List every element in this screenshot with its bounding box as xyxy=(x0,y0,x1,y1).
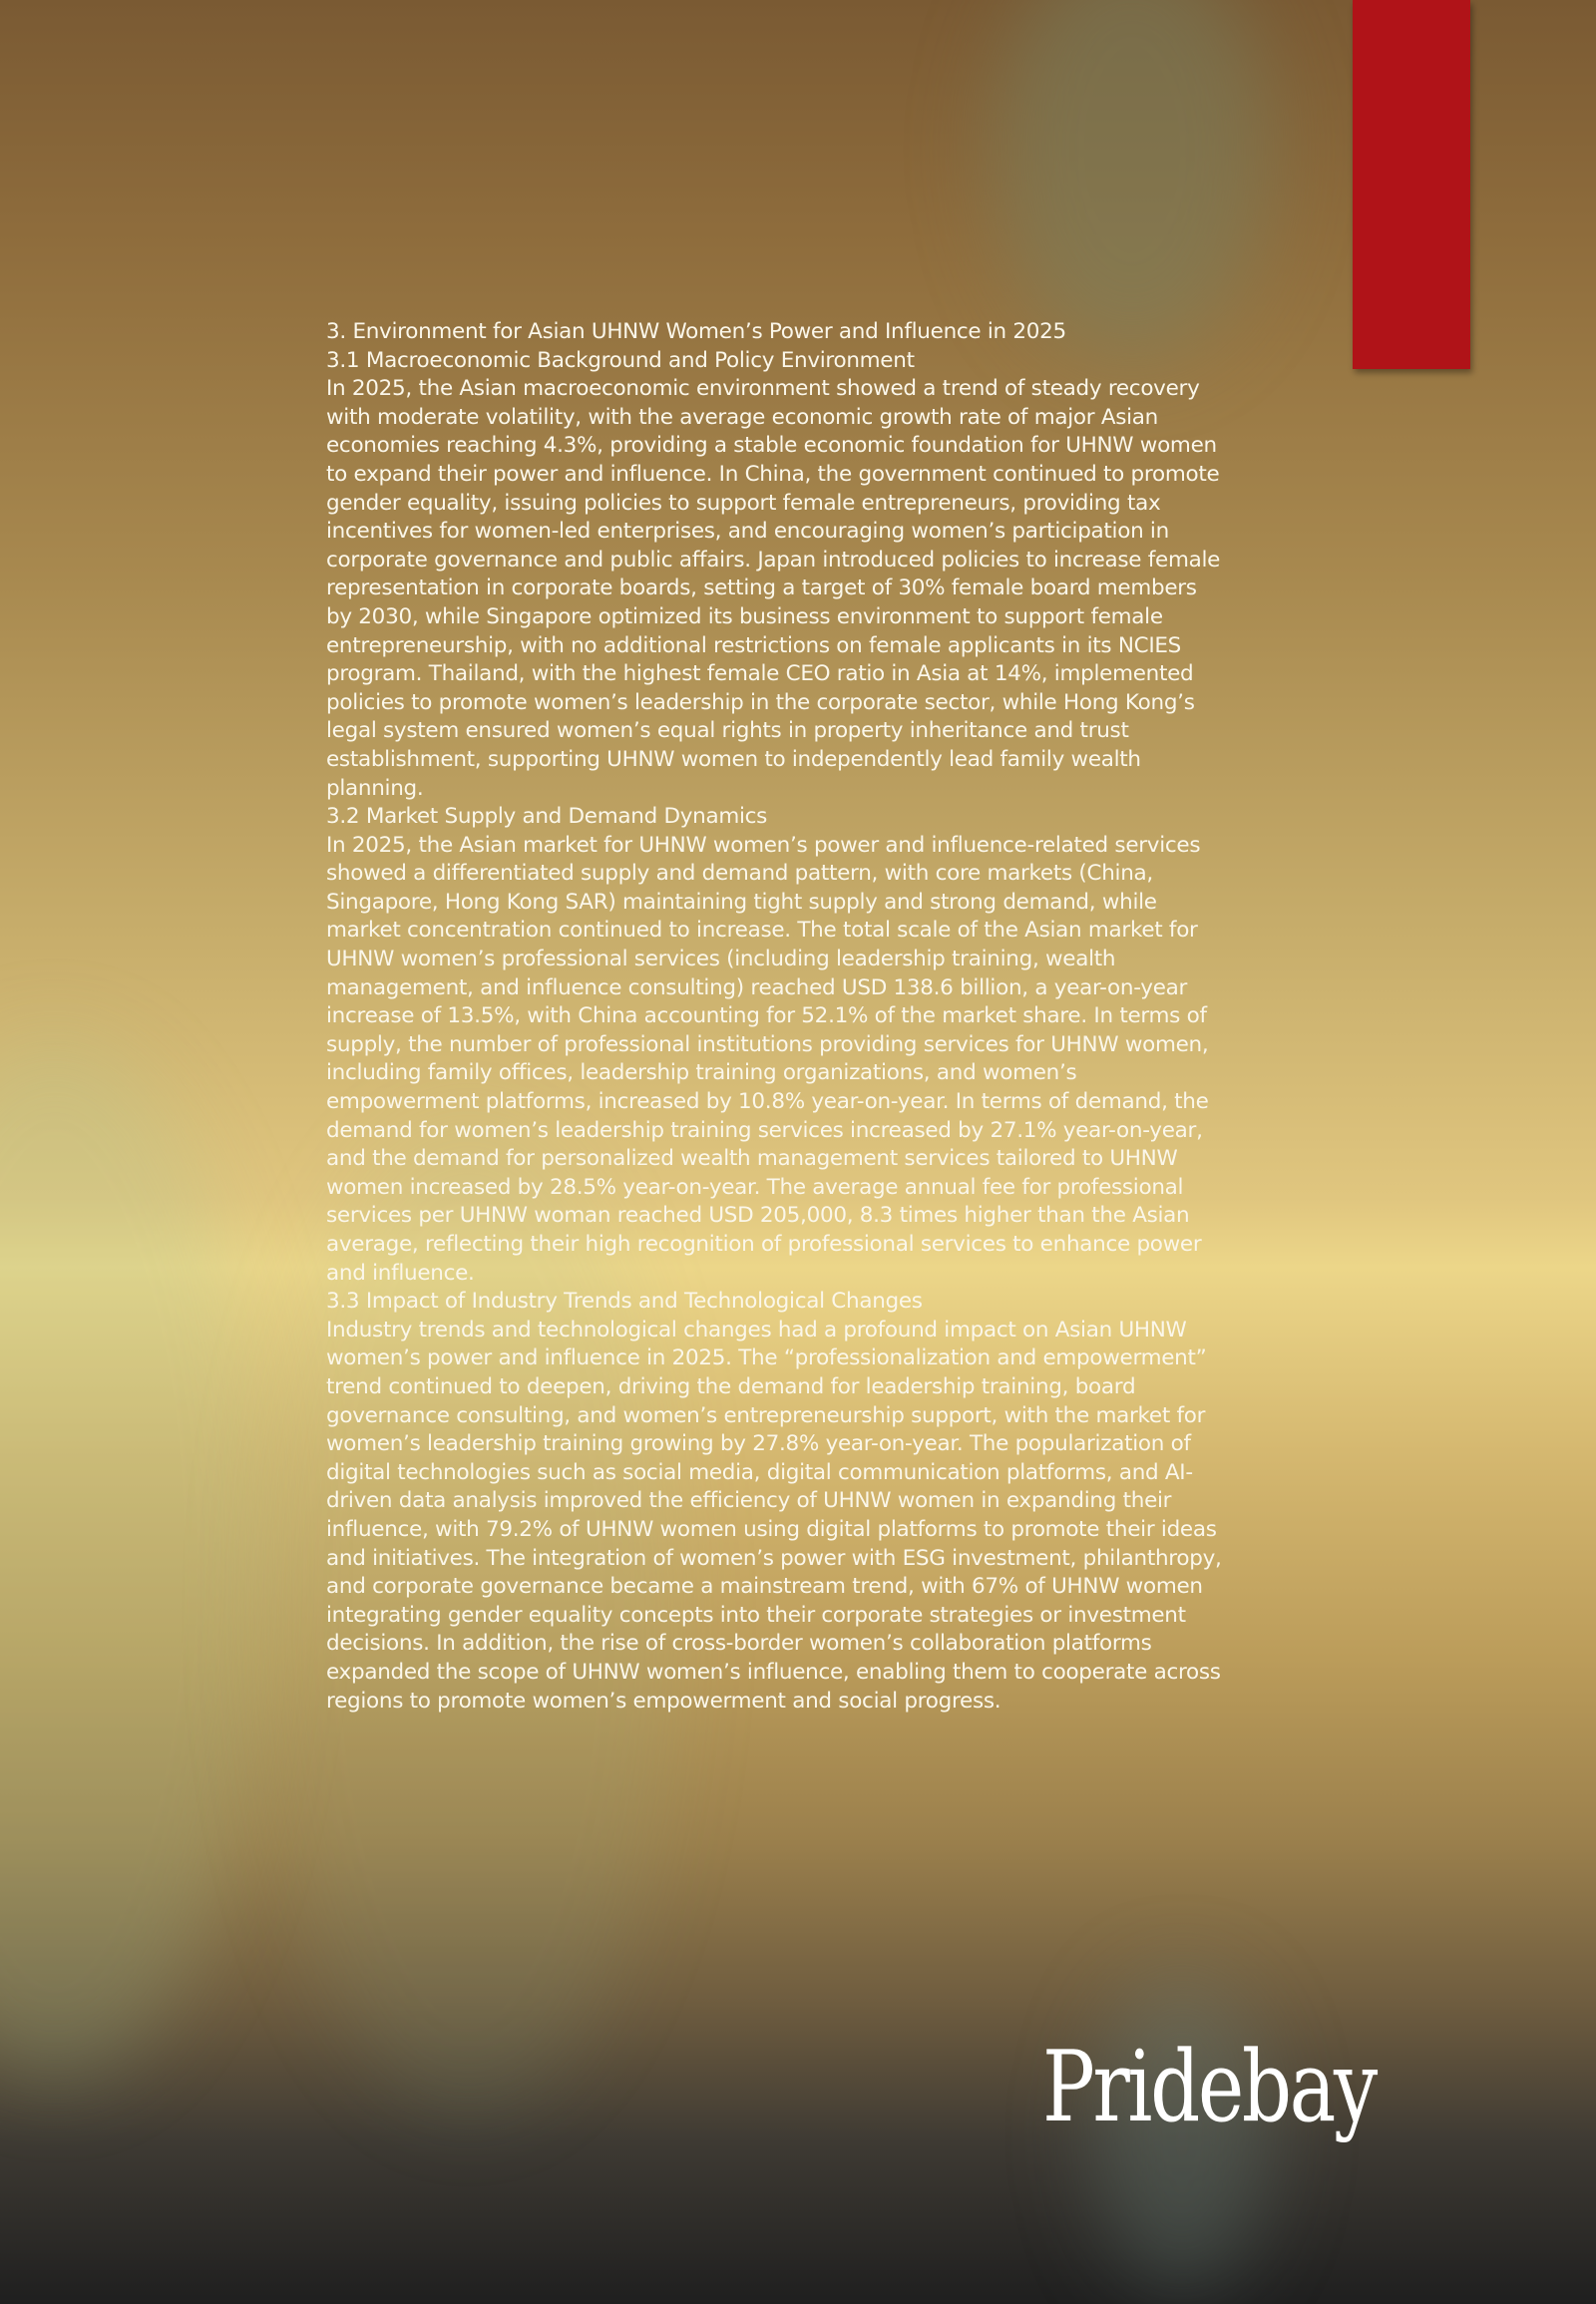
red-bookmark-ribbon xyxy=(1353,0,1470,369)
document-body xyxy=(326,318,1224,1716)
section-heading-3-3: 3.3 Impact of Industry Trends and Technological Changes xyxy=(326,1289,923,1315)
pridebay-logo: Pridebay xyxy=(1042,2031,1376,2144)
main-heading: 3. Environment for Asian UHNW Women’s Power and Influence in 2025 xyxy=(326,319,1066,344)
section-body-3-2: In 2025, the Asian market for UHNW women’s power and influence-related services showed a differentiated supply and demand pattern, with core markets (China, Singapore, Hong Kong SAR) maintaining tight supply and strong demand, while market concentration continued to increase. The total scale of the Asian market for UHNW women’s professional services (including leadership training, wealth management, and influence consulting) reached USD 138.6 billion, a year-on-year increase of 13.5%, with China accounting for 52.1% of the market share. In terms of supply, the number of professional institutions providing services for UHNW women, including family offices, leadership training organizations, and women’s empowerment platforms, increased by 10.8% year-on-year. In terms of demand, the demand for women’s leadership training services increased by 27.1% year-on-year, and the demand for personalized wealth management services tailored to UHNW women increased by 28.5% year-on-year. The average annual fee for professional services per UHNW woman reached USD 205,000, 8.3 times higher than the Asian average, reflecting their high recognition of professional services to enhance power and influence. xyxy=(326,832,1209,1286)
background-glow-top xyxy=(993,0,1272,359)
section-heading-3-2: 3.2 Market Supply and Demand Dynamics xyxy=(326,804,768,830)
background-glow-left xyxy=(0,1037,269,2085)
section-body-3-1: In 2025, the Asian macroeconomic environment showed a trend of steady recovery with moderate volatility, with the average economic growth rate of major Asian economies reaching 4.3%, providing a stable economic foundation for UHNW women to expand their power and influence. In China, the government continued to promote gender equality, issuing policies to support female entrepreneurs, providing tax incentives for women-led enterprises, and encouraging women’s participation in corporate governance and public affairs. Japan introduced policies to increase female representation in corporate boards, setting a target of 30% female board members by 2030, while Singapore optimized its business environment to support female entrepreneurship, with no additional restrictions on female applicants in its NCIES program. Thailand, with the highest female CEO ratio in Asia at 14%, implemented policies to promote women’s leadership in the corporate sector, while Hong Kong’s legal system ensured women’s equal rights in property inheritance and trust establishment, supporting UHNW women to independently lead family wealth planning. xyxy=(326,376,1221,801)
section-body-3-3: Industry trends and technological changes had a profound impact on Asian UHNW women’s power and influence in 2025. The “professionalization and empowerment” trend continued to deepen, driving the demand for leadership training, board governance consulting, and women’s entrepreneurship support, with the market for women’s leadership training growing by 27.8% year-on-year. The popularization of digital technologies such as social media, digital communication platforms, and AI-driven data analysis improved the efficiency of UHNW women in expanding their influence, with 79.2% of UHNW women using digital platforms to promote their ideas and initiatives. The integration of women’s power with ESG investment, philanthropy, and corporate governance became a mainstream trend, with 67% of UHNW women integrating gender equality concepts into their corporate strategies or investment decisions. In addition, the rise of cross-border women’s collaboration platforms expanded the scope of UHNW women’s influence, enabling them to cooperate across regions to promote women’s empowerment and social progress. xyxy=(326,1317,1222,1714)
section-heading-3-1: 3.1 Macroeconomic Background and Policy Environment xyxy=(326,347,915,373)
